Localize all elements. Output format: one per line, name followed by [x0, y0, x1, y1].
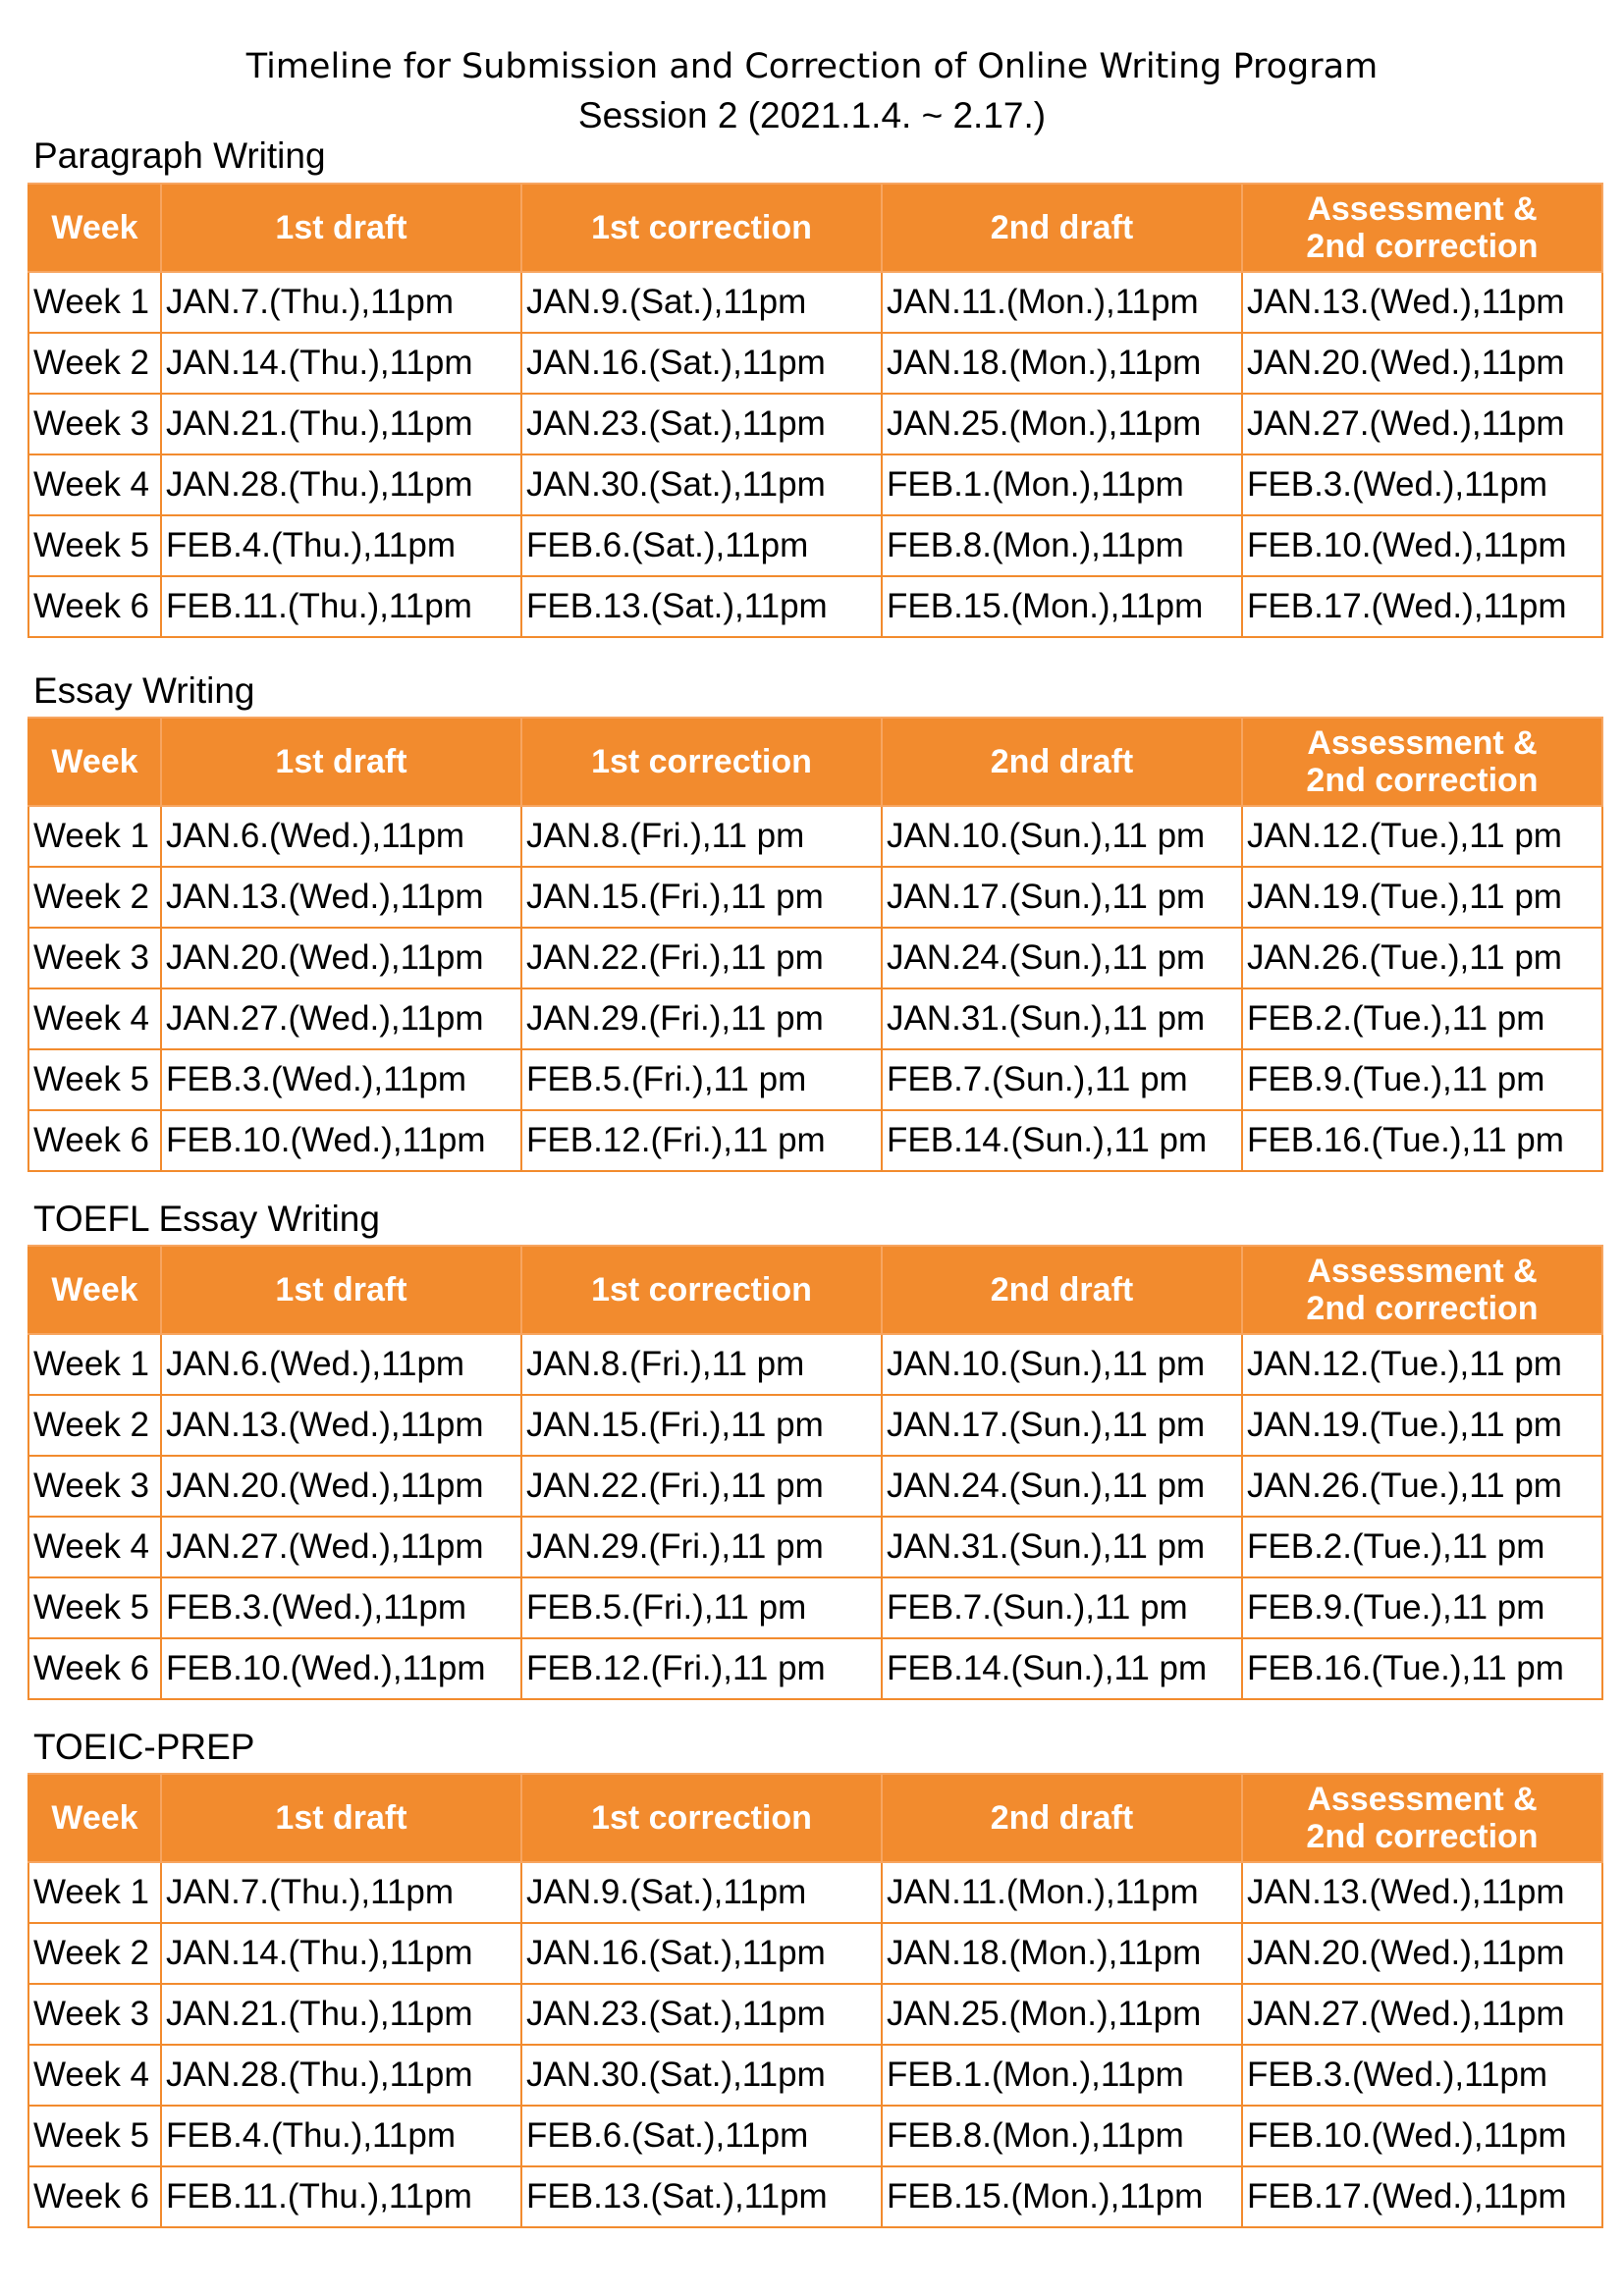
section-heading-paragraph-writing: Paragraph Writing — [33, 135, 326, 176]
first-correction-cell: FEB.13.(Sat.),11pm — [521, 576, 882, 637]
table-row — [28, 394, 1602, 454]
second-draft-cell: FEB.15.(Mon.),11pm — [882, 2166, 1242, 2227]
column-header-1st-draft: 1st draft — [161, 718, 521, 806]
week-cell: Week 6 — [28, 1638, 161, 1699]
second-draft-cell: JAN.25.(Mon.),11pm — [882, 1984, 1242, 2045]
second-draft-cell: JAN.24.(Sun.),11 pm — [882, 1456, 1242, 1517]
table-row — [28, 1456, 1602, 1517]
second-draft-cell: JAN.17.(Sun.),11 pm — [882, 867, 1242, 928]
week-cell: Week 4 — [28, 2045, 161, 2106]
first-draft-cell: FEB.4.(Thu.),11pm — [161, 515, 521, 576]
first-correction-cell: JAN.9.(Sat.),11pm — [521, 1862, 882, 1923]
second-draft-cell: FEB.15.(Mon.),11pm — [882, 576, 1242, 637]
section-heading-toefl-essay-writing: TOEFL Essay Writing — [33, 1199, 380, 1239]
table-row — [28, 2106, 1602, 2166]
first-correction-cell: JAN.22.(Fri.),11 pm — [521, 928, 882, 988]
week-cell: Week 1 — [28, 1334, 161, 1395]
column-header-assessment-line-2: 2nd correction — [1306, 762, 1539, 799]
first-correction-cell: JAN.23.(Sat.),11pm — [521, 394, 882, 454]
first-draft-cell: JAN.27.(Wed.),11pm — [161, 988, 521, 1049]
first-draft-cell: JAN.21.(Thu.),11pm — [161, 1984, 521, 2045]
first-correction-cell: FEB.13.(Sat.),11pm — [521, 2166, 882, 2227]
first-correction-cell: FEB.5.(Fri.),11 pm — [521, 1577, 882, 1638]
table-row — [28, 515, 1602, 576]
table-row — [28, 988, 1602, 1049]
table-header-row — [28, 718, 1602, 806]
first-correction-cell: JAN.9.(Sat.),11pm — [521, 272, 882, 333]
column-header-assessment-line-1: Assessment & — [1307, 1253, 1538, 1290]
table-row — [28, 333, 1602, 394]
second-draft-cell: JAN.10.(Sun.),11 pm — [882, 806, 1242, 867]
column-header-assessment — [1242, 184, 1602, 272]
second-draft-cell: FEB.8.(Mon.),11pm — [882, 515, 1242, 576]
second-draft-cell: FEB.7.(Sun.),11 pm — [882, 1577, 1242, 1638]
first-correction-cell: JAN.29.(Fri.),11 pm — [521, 988, 882, 1049]
week-cell: Week 5 — [28, 1577, 161, 1638]
week-cell: Week 1 — [28, 1862, 161, 1923]
week-cell: Week 2 — [28, 1395, 161, 1456]
section-heading-toeic-prep: TOEIC-PREP — [33, 1727, 255, 1767]
table-body — [28, 806, 1602, 1171]
week-cell: Week 2 — [28, 867, 161, 928]
column-header-2nd-draft: 2nd draft — [882, 1246, 1242, 1334]
second-draft-cell: FEB.14.(Sun.),11 pm — [882, 1638, 1242, 1699]
assessment-cell: JAN.20.(Wed.),11pm — [1242, 1923, 1602, 1984]
column-header-1st-correction: 1st correction — [521, 184, 882, 272]
column-header-1st-draft: 1st draft — [161, 184, 521, 272]
first-correction-cell: JAN.8.(Fri.),11 pm — [521, 1334, 882, 1395]
first-correction-cell: FEB.6.(Sat.),11pm — [521, 515, 882, 576]
second-draft-cell: FEB.1.(Mon.),11pm — [882, 2045, 1242, 2106]
assessment-cell: JAN.19.(Tue.),11 pm — [1242, 867, 1602, 928]
first-correction-cell: JAN.16.(Sat.),11pm — [521, 1923, 882, 1984]
first-correction-cell: JAN.15.(Fri.),11 pm — [521, 1395, 882, 1456]
table-body — [28, 1334, 1602, 1699]
first-correction-cell: JAN.8.(Fri.),11 pm — [521, 806, 882, 867]
first-correction-cell: JAN.22.(Fri.),11 pm — [521, 1456, 882, 1517]
column-header-1st-correction: 1st correction — [521, 1774, 882, 1862]
column-header-1st-draft: 1st draft — [161, 1246, 521, 1334]
column-header-week: Week — [28, 1774, 161, 1862]
second-draft-cell: FEB.14.(Sun.),11 pm — [882, 1110, 1242, 1171]
table-row — [28, 1984, 1602, 2045]
assessment-cell: FEB.17.(Wed.),11pm — [1242, 576, 1602, 637]
table-row — [28, 1110, 1602, 1171]
schedule-table-essay-writing — [27, 717, 1603, 1172]
first-draft-cell: JAN.27.(Wed.),11pm — [161, 1517, 521, 1577]
table-row — [28, 867, 1602, 928]
first-correction-cell: FEB.6.(Sat.),11pm — [521, 2106, 882, 2166]
table-row — [28, 576, 1602, 637]
assessment-cell: JAN.26.(Tue.),11 pm — [1242, 928, 1602, 988]
document-subtitle: Session 2 (2021.1.4. ~ 2.17.) — [577, 95, 1047, 135]
table-row — [28, 1923, 1602, 1984]
assessment-cell: JAN.27.(Wed.),11pm — [1242, 1984, 1602, 2045]
first-draft-cell: JAN.13.(Wed.),11pm — [161, 1395, 521, 1456]
schedule-table-toeic-prep — [27, 1773, 1603, 2228]
column-header-week: Week — [28, 184, 161, 272]
table-body — [28, 272, 1602, 637]
second-draft-cell: JAN.17.(Sun.),11 pm — [882, 1395, 1242, 1456]
assessment-cell: FEB.9.(Tue.),11 pm — [1242, 1577, 1602, 1638]
first-correction-cell: JAN.30.(Sat.),11pm — [521, 454, 882, 515]
first-correction-cell: JAN.30.(Sat.),11pm — [521, 2045, 882, 2106]
second-draft-cell: JAN.11.(Mon.),11pm — [882, 1862, 1242, 1923]
second-draft-cell: JAN.25.(Mon.),11pm — [882, 394, 1242, 454]
first-draft-cell: JAN.13.(Wed.),11pm — [161, 867, 521, 928]
first-correction-cell: FEB.12.(Fri.),11 pm — [521, 1638, 882, 1699]
first-draft-cell: FEB.10.(Wed.),11pm — [161, 1638, 521, 1699]
second-draft-cell: JAN.31.(Sun.),11 pm — [882, 988, 1242, 1049]
column-header-2nd-draft: 2nd draft — [882, 184, 1242, 272]
week-cell: Week 3 — [28, 928, 161, 988]
column-header-week: Week — [28, 718, 161, 806]
table-row — [28, 1517, 1602, 1577]
column-header-assessment — [1242, 718, 1602, 806]
first-draft-cell: FEB.10.(Wed.),11pm — [161, 1110, 521, 1171]
table-row — [28, 928, 1602, 988]
table-row — [28, 454, 1602, 515]
table-header-row — [28, 184, 1602, 272]
second-draft-cell: JAN.18.(Mon.),11pm — [882, 1923, 1242, 1984]
assessment-cell: JAN.12.(Tue.),11 pm — [1242, 1334, 1602, 1395]
first-correction-cell: JAN.15.(Fri.),11 pm — [521, 867, 882, 928]
assessment-cell: FEB.10.(Wed.),11pm — [1242, 2106, 1602, 2166]
week-cell: Week 3 — [28, 394, 161, 454]
assessment-cell: FEB.17.(Wed.),11pm — [1242, 2166, 1602, 2227]
week-cell: Week 4 — [28, 454, 161, 515]
table-row — [28, 272, 1602, 333]
table-body — [28, 1862, 1602, 2227]
table-row — [28, 1049, 1602, 1110]
first-correction-cell: FEB.5.(Fri.),11 pm — [521, 1049, 882, 1110]
first-correction-cell: JAN.29.(Fri.),11 pm — [521, 1517, 882, 1577]
second-draft-cell: JAN.10.(Sun.),11 pm — [882, 1334, 1242, 1395]
schedule-table-toefl-essay-writing — [27, 1245, 1603, 1700]
table-header-row — [28, 1774, 1602, 1862]
table-row — [28, 1862, 1602, 1923]
second-draft-cell: FEB.7.(Sun.),11 pm — [882, 1049, 1242, 1110]
first-draft-cell: JAN.14.(Thu.),11pm — [161, 333, 521, 394]
first-correction-cell: FEB.12.(Fri.),11 pm — [521, 1110, 882, 1171]
table-row — [28, 806, 1602, 867]
document-title: Timeline for Submission and Correction of Online Writing Program — [245, 47, 1379, 86]
first-draft-cell: JAN.28.(Thu.),11pm — [161, 454, 521, 515]
table-row — [28, 2166, 1602, 2227]
column-header-assessment-line-1: Assessment & — [1307, 190, 1538, 228]
assessment-cell: JAN.19.(Tue.),11 pm — [1242, 1395, 1602, 1456]
column-header-2nd-draft: 2nd draft — [882, 718, 1242, 806]
assessment-cell: FEB.3.(Wed.),11pm — [1242, 454, 1602, 515]
column-header-assessment-line-1: Assessment & — [1307, 1781, 1538, 1818]
assessment-cell: FEB.3.(Wed.),11pm — [1242, 2045, 1602, 2106]
week-cell: Week 5 — [28, 2106, 161, 2166]
column-header-assessment-line-1: Assessment & — [1307, 724, 1538, 762]
first-draft-cell: JAN.7.(Thu.),11pm — [161, 272, 521, 333]
week-cell: Week 1 — [28, 272, 161, 333]
assessment-cell: FEB.10.(Wed.),11pm — [1242, 515, 1602, 576]
second-draft-cell: JAN.18.(Mon.),11pm — [882, 333, 1242, 394]
first-draft-cell: FEB.4.(Thu.),11pm — [161, 2106, 521, 2166]
assessment-cell: JAN.13.(Wed.),11pm — [1242, 1862, 1602, 1923]
assessment-cell: FEB.16.(Tue.),11 pm — [1242, 1110, 1602, 1171]
column-header-assessment-line-2: 2nd correction — [1306, 1290, 1539, 1327]
second-draft-cell: FEB.8.(Mon.),11pm — [882, 2106, 1242, 2166]
first-draft-cell: JAN.7.(Thu.),11pm — [161, 1862, 521, 1923]
week-cell: Week 2 — [28, 333, 161, 394]
week-cell: Week 6 — [28, 576, 161, 637]
column-header-1st-correction: 1st correction — [521, 1246, 882, 1334]
first-draft-cell: JAN.20.(Wed.),11pm — [161, 928, 521, 988]
first-draft-cell: FEB.3.(Wed.),11pm — [161, 1049, 521, 1110]
section-heading-essay-writing: Essay Writing — [33, 670, 255, 711]
column-header-1st-correction: 1st correction — [521, 718, 882, 806]
column-header-assessment — [1242, 1246, 1602, 1334]
assessment-cell: JAN.26.(Tue.),11 pm — [1242, 1456, 1602, 1517]
assessment-cell: FEB.2.(Tue.),11 pm — [1242, 1517, 1602, 1577]
assessment-cell: FEB.9.(Tue.),11 pm — [1242, 1049, 1602, 1110]
second-draft-cell: JAN.31.(Sun.),11 pm — [882, 1517, 1242, 1577]
assessment-cell: FEB.2.(Tue.),11 pm — [1242, 988, 1602, 1049]
table-row — [28, 1638, 1602, 1699]
column-header-assessment — [1242, 1774, 1602, 1862]
first-correction-cell: JAN.16.(Sat.),11pm — [521, 333, 882, 394]
first-draft-cell: JAN.28.(Thu.),11pm — [161, 2045, 521, 2106]
assessment-cell: JAN.13.(Wed.),11pm — [1242, 272, 1602, 333]
week-cell: Week 6 — [28, 1110, 161, 1171]
assessment-cell: JAN.12.(Tue.),11 pm — [1242, 806, 1602, 867]
week-cell: Week 5 — [28, 1049, 161, 1110]
table-header-row — [28, 1246, 1602, 1334]
first-draft-cell: FEB.3.(Wed.),11pm — [161, 1577, 521, 1638]
column-header-1st-draft: 1st draft — [161, 1774, 521, 1862]
first-draft-cell: JAN.20.(Wed.),11pm — [161, 1456, 521, 1517]
week-cell: Week 3 — [28, 1456, 161, 1517]
assessment-cell: FEB.16.(Tue.),11 pm — [1242, 1638, 1602, 1699]
first-draft-cell: FEB.11.(Thu.),11pm — [161, 2166, 521, 2227]
first-draft-cell: JAN.6.(Wed.),11pm — [161, 1334, 521, 1395]
table-row — [28, 1334, 1602, 1395]
assessment-cell: JAN.20.(Wed.),11pm — [1242, 333, 1602, 394]
table-row — [28, 1577, 1602, 1638]
column-header-assessment-line-2: 2nd correction — [1306, 228, 1539, 265]
second-draft-cell: JAN.11.(Mon.),11pm — [882, 272, 1242, 333]
table-row — [28, 2045, 1602, 2106]
week-cell: Week 5 — [28, 515, 161, 576]
column-header-2nd-draft: 2nd draft — [882, 1774, 1242, 1862]
column-header-week: Week — [28, 1246, 161, 1334]
week-cell: Week 6 — [28, 2166, 161, 2227]
week-cell: Week 2 — [28, 1923, 161, 1984]
week-cell: Week 4 — [28, 1517, 161, 1577]
first-draft-cell: FEB.11.(Thu.),11pm — [161, 576, 521, 637]
schedule-table-paragraph-writing — [27, 183, 1603, 638]
table-row — [28, 1395, 1602, 1456]
first-draft-cell: JAN.14.(Thu.),11pm — [161, 1923, 521, 1984]
first-draft-cell: JAN.6.(Wed.),11pm — [161, 806, 521, 867]
week-cell: Week 3 — [28, 1984, 161, 2045]
first-draft-cell: JAN.21.(Thu.),11pm — [161, 394, 521, 454]
column-header-assessment-line-2: 2nd correction — [1306, 1818, 1539, 1855]
assessment-cell: JAN.27.(Wed.),11pm — [1242, 394, 1602, 454]
week-cell: Week 1 — [28, 806, 161, 867]
first-correction-cell: JAN.23.(Sat.),11pm — [521, 1984, 882, 2045]
week-cell: Week 4 — [28, 988, 161, 1049]
second-draft-cell: FEB.1.(Mon.),11pm — [882, 454, 1242, 515]
second-draft-cell: JAN.24.(Sun.),11 pm — [882, 928, 1242, 988]
